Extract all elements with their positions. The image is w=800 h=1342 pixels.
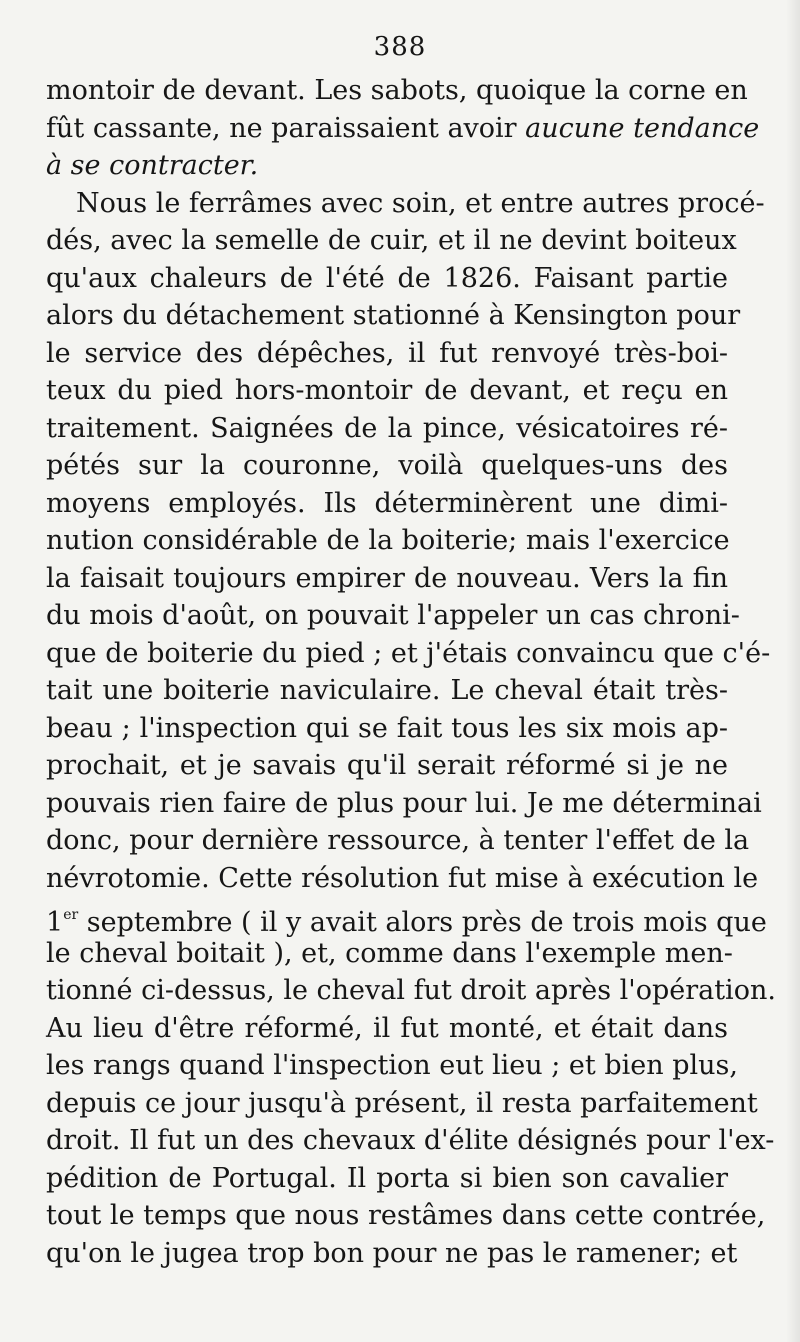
text-segment: septembre ( il y avait alors près de trois mois que bbox=[78, 907, 767, 938]
text-segment: tait une boiterie naviculaire. Le cheval était très- bbox=[46, 675, 728, 706]
text-segment: du mois d'août, on pouvait l'appeler un cas chroni- bbox=[46, 600, 740, 631]
text-line bbox=[46, 1160, 728, 1198]
text-line bbox=[46, 1197, 766, 1235]
text-segment: tionné ci-dessus, le cheval fut droit après l'opération. bbox=[46, 975, 776, 1006]
text-segment: traitement. Saignées de la pince, vésicatoires ré- bbox=[46, 412, 728, 444]
text-line bbox=[46, 110, 760, 148]
text-line bbox=[46, 485, 728, 523]
text-segment: le service des dépêches, il fut renvoyé très-boi- bbox=[46, 337, 728, 369]
text-line bbox=[46, 260, 728, 298]
text-line bbox=[46, 822, 750, 860]
text-segment: alors du détachement stationné à Kensington pour bbox=[46, 300, 741, 331]
text-segment: les rangs quand l'inspection eut lieu ; et bien plus, bbox=[46, 1050, 738, 1081]
text-line bbox=[46, 1235, 738, 1273]
text-segment: qu'aux chaleurs de l'été de 1826. Faisant partie bbox=[46, 262, 728, 294]
text-line bbox=[46, 1010, 728, 1048]
text-line bbox=[46, 410, 728, 448]
text-segment: prochait, et je savais qu'il serait réformé si je ne bbox=[46, 750, 728, 781]
text-segment: le cheval boitait ), et, comme dans l'exemple men- bbox=[46, 937, 733, 969]
text-segment: donc, pour dernière ressource, à tenter l'effet de la bbox=[46, 825, 750, 856]
text-line bbox=[46, 860, 759, 898]
text-line bbox=[46, 522, 728, 560]
text-segment: qu'on le jugea trop bon pour ne pas le ramener; et bbox=[46, 1237, 738, 1269]
text-line bbox=[46, 560, 728, 598]
text-line bbox=[46, 710, 728, 748]
text-segment: nution considérable de la boiterie; mais l'exercice bbox=[46, 525, 730, 556]
text-line bbox=[46, 335, 728, 373]
text-line bbox=[46, 972, 776, 1010]
page-edge-shadow bbox=[786, 0, 800, 1342]
text-segment: névrotomie. Cette résolution fut mise à exécution le bbox=[46, 862, 759, 894]
text-segment: montoir de devant. Les sabots, quoique la corne en bbox=[46, 75, 748, 106]
text-line bbox=[46, 785, 762, 823]
text-segment: depuis ce jour jusqu'à présent, il resta parfaitement bbox=[46, 1087, 758, 1119]
text-segment: Nous le ferrâmes avec soin, et entre autres procé- bbox=[76, 187, 765, 219]
text-segment: la faisait toujours empirer de nouveau. Vers la fin bbox=[46, 562, 728, 594]
text-segment: pouvais rien faire de plus pour lui. Je me déterminai bbox=[46, 787, 762, 819]
text-line bbox=[46, 1085, 758, 1123]
text-line bbox=[46, 1047, 738, 1085]
text-line bbox=[46, 185, 765, 223]
body-text bbox=[46, 72, 776, 1272]
text-line bbox=[46, 897, 767, 938]
text-segment: tout le temps que nous restâmes dans cette contrée, bbox=[46, 1200, 766, 1231]
text-line bbox=[46, 935, 733, 973]
text-segment: moyens employés. Ils déterminèrent une dimi- bbox=[46, 487, 728, 519]
text-line bbox=[46, 747, 728, 785]
text-line bbox=[46, 447, 728, 485]
text-line bbox=[46, 1122, 775, 1160]
text-line bbox=[46, 597, 740, 635]
text-line bbox=[46, 372, 728, 410]
page-number: 388 bbox=[373, 32, 427, 62]
text-segment: dés, avec la semelle de cuir, et il ne devint boiteux bbox=[46, 225, 737, 256]
text-segment: Au lieu d'être réformé, il fut monté, et était dans bbox=[46, 1012, 728, 1044]
text-line bbox=[46, 297, 741, 335]
text-line bbox=[46, 222, 737, 260]
italic-text: aucune tendance bbox=[525, 112, 760, 144]
text-line bbox=[46, 147, 728, 185]
text-segment: teux du pied hors-montoir de devant, et reçu en bbox=[46, 375, 728, 406]
text-segment: pétés sur la couronne, voilà quelques-uns des bbox=[46, 450, 728, 481]
text-segment: droit. Il fut un des chevaux d'élite désignés pour l'ex- bbox=[46, 1125, 775, 1156]
text-segment: fût cassante, ne paraissaient avoir bbox=[46, 112, 526, 144]
text-segment: que de boiterie du pied ; et j'étais convaincu que c'é- bbox=[46, 637, 771, 669]
text-line bbox=[46, 72, 748, 110]
text-line bbox=[46, 635, 771, 673]
text-segment: 1 bbox=[46, 907, 64, 938]
text-segment: beau ; l'inspection qui se fait tous les six mois ap- bbox=[46, 712, 728, 744]
italic-text: à se contracter. bbox=[46, 150, 259, 181]
text-line bbox=[46, 672, 728, 710]
text-segment: pédition de Portugal. Il porta si bien son cavalier bbox=[46, 1162, 728, 1194]
superscript-text: er bbox=[63, 907, 79, 923]
